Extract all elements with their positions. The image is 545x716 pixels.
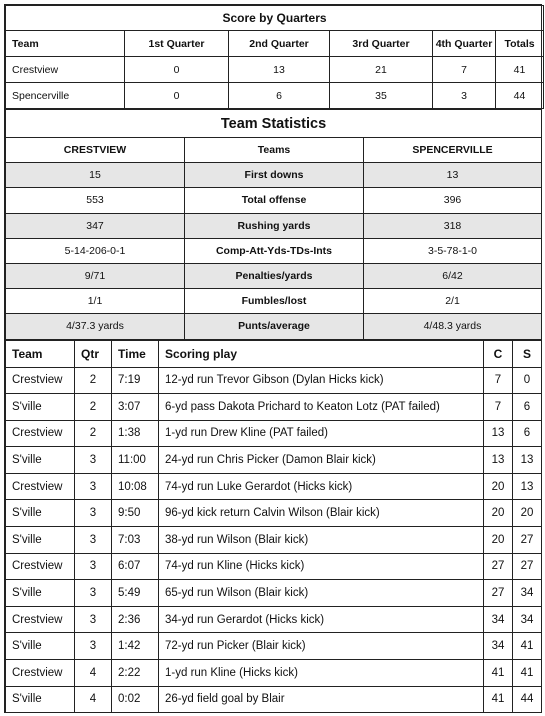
table-row <box>6 367 542 394</box>
col-header-spencerville: SPENCERVILLE <box>364 138 542 163</box>
scoring-qtr: 3 <box>75 473 112 500</box>
spencerville-running-score: 27 <box>513 553 542 580</box>
scoring-play: 74-yd run Luke Gerardot (Hicks kick) <box>159 473 484 500</box>
spencerville-value: 318 <box>364 213 542 238</box>
scoring-time: 0:02 <box>112 686 159 713</box>
scoring-team: Crestview <box>6 473 75 500</box>
crestview-running-score: 13 <box>484 447 513 474</box>
scoring-play: 96-yd kick return Calvin Wilson (Blair kick) <box>159 500 484 527</box>
crestview-value: 15 <box>6 163 185 188</box>
col-header-team: Team <box>6 31 125 57</box>
team-statistics-table <box>5 109 542 340</box>
scoring-team: S'ville <box>6 394 75 421</box>
spencerville-running-score: 34 <box>513 580 542 607</box>
team-statistics-title: Team Statistics <box>6 110 542 138</box>
scoring-play: 1-yd run Drew Kline (PAT failed) <box>159 420 484 447</box>
scoring-time: 1:42 <box>112 633 159 660</box>
spencerville-running-score: 27 <box>513 527 542 554</box>
col-header-scoring-play: Scoring play <box>159 340 484 367</box>
crestview-running-score: 20 <box>484 527 513 554</box>
q2-score: 6 <box>229 83 330 109</box>
scoring-time: 1:38 <box>112 420 159 447</box>
col-header-qtr: Qtr <box>75 340 112 367</box>
spencerville-value: 3-5-78-1-0 <box>364 238 542 263</box>
crestview-running-score: 13 <box>484 420 513 447</box>
table-row <box>6 580 542 607</box>
scoring-time: 3:07 <box>112 394 159 421</box>
table-row <box>6 686 542 713</box>
col-header-crestview: CRESTVIEW <box>6 138 185 163</box>
scoring-team: Crestview <box>6 420 75 447</box>
col-header-crestview-score: C <box>484 340 513 367</box>
scoring-team: Crestview <box>6 553 75 580</box>
scoring-qtr: 3 <box>75 527 112 554</box>
crestview-running-score: 41 <box>484 686 513 713</box>
scoring-time: 7:19 <box>112 367 159 394</box>
scoring-play: 26-yd field goal by Blair <box>159 686 484 713</box>
scoring-qtr: 4 <box>75 686 112 713</box>
spencerville-running-score: 6 <box>513 394 542 421</box>
crestview-running-score: 7 <box>484 394 513 421</box>
scoring-qtr: 3 <box>75 447 112 474</box>
spencerville-running-score: 44 <box>513 686 542 713</box>
spencerville-value: 6/42 <box>364 263 542 288</box>
table-row <box>6 314 542 339</box>
scoring-qtr: 3 <box>75 606 112 633</box>
scoring-play: 38-yd run Wilson (Blair kick) <box>159 527 484 554</box>
crestview-value: 4/37.3 yards <box>6 314 185 339</box>
spencerville-value: 396 <box>364 188 542 213</box>
col-header-totals: Totals <box>496 31 544 57</box>
spencerville-running-score: 34 <box>513 606 542 633</box>
scoring-team: S'ville <box>6 500 75 527</box>
col-header-q2: 2nd Quarter <box>229 31 330 57</box>
q2-score: 13 <box>229 57 330 83</box>
stat-label: Fumbles/lost <box>185 289 364 314</box>
q3-score: 35 <box>330 83 433 109</box>
scoring-time: 7:03 <box>112 527 159 554</box>
spencerville-running-score: 0 <box>513 367 542 394</box>
scoring-play: 24-yd run Chris Picker (Damon Blair kick) <box>159 447 484 474</box>
spencerville-running-score: 13 <box>513 473 542 500</box>
table-row <box>6 163 542 188</box>
scoring-qtr: 2 <box>75 367 112 394</box>
col-header-q4: 4th Quarter <box>433 31 496 57</box>
spencerville-running-score: 41 <box>513 660 542 687</box>
spencerville-running-score: 41 <box>513 633 542 660</box>
scoring-time: 5:49 <box>112 580 159 607</box>
total-score: 44 <box>496 83 544 109</box>
table-row <box>6 289 542 314</box>
scoring-time: 11:00 <box>112 447 159 474</box>
scoring-qtr: 3 <box>75 580 112 607</box>
table-row <box>6 263 542 288</box>
scoring-team: S'ville <box>6 447 75 474</box>
table-row <box>6 447 542 474</box>
spencerville-running-score: 6 <box>513 420 542 447</box>
stat-label: Punts/average <box>185 314 364 339</box>
col-header-q1: 1st Quarter <box>125 31 229 57</box>
crestview-running-score: 7 <box>484 367 513 394</box>
table-row <box>6 660 542 687</box>
scoring-summary-table <box>5 340 542 714</box>
q3-score: 21 <box>330 57 433 83</box>
scoring-team: Crestview <box>6 606 75 633</box>
scoring-play: 12-yd run Trevor Gibson (Dylan Hicks kick) <box>159 367 484 394</box>
scoring-play: 34-yd run Gerardot (Hicks kick) <box>159 606 484 633</box>
crestview-running-score: 41 <box>484 660 513 687</box>
total-score: 41 <box>496 57 544 83</box>
box-score <box>4 4 542 713</box>
scoring-time: 6:07 <box>112 553 159 580</box>
scoring-play: 1-yd run Kline (Hicks kick) <box>159 660 484 687</box>
scoring-team: S'ville <box>6 527 75 554</box>
q1-score: 0 <box>125 83 229 109</box>
scoring-qtr: 2 <box>75 420 112 447</box>
table-row <box>6 394 542 421</box>
scoring-qtr: 3 <box>75 500 112 527</box>
scoring-time: 10:08 <box>112 473 159 500</box>
table-row <box>6 238 542 263</box>
scoring-team: Crestview <box>6 660 75 687</box>
stat-label: First downs <box>185 163 364 188</box>
col-header-spencerville-score: S <box>513 340 542 367</box>
table-row <box>6 57 544 83</box>
scoring-play: 6-yd pass Dakota Prichard to Keaton Lotz (PAT failed) <box>159 394 484 421</box>
scoring-play: 65-yd run Wilson (Blair kick) <box>159 580 484 607</box>
table-row <box>6 606 542 633</box>
scoring-qtr: 2 <box>75 394 112 421</box>
table-row <box>6 500 542 527</box>
score-by-quarters-table <box>5 5 544 109</box>
table-row <box>6 213 542 238</box>
scoring-team: S'ville <box>6 633 75 660</box>
q1-score: 0 <box>125 57 229 83</box>
scoring-qtr: 4 <box>75 660 112 687</box>
scoring-time: 9:50 <box>112 500 159 527</box>
col-header-team: Team <box>6 340 75 367</box>
crestview-value: 9/71 <box>6 263 185 288</box>
stat-label: Comp-Att-Yds-TDs-Ints <box>185 238 364 263</box>
scoring-time: 2:36 <box>112 606 159 633</box>
spencerville-value: 2/1 <box>364 289 542 314</box>
table-row <box>6 527 542 554</box>
crestview-running-score: 20 <box>484 500 513 527</box>
table-row <box>6 83 544 109</box>
spencerville-value: 13 <box>364 163 542 188</box>
crestview-running-score: 27 <box>484 580 513 607</box>
stat-label: Penalties/yards <box>185 263 364 288</box>
scoring-team: Crestview <box>6 367 75 394</box>
crestview-value: 553 <box>6 188 185 213</box>
spencerville-value: 4/48.3 yards <box>364 314 542 339</box>
team-name: Crestview <box>6 57 125 83</box>
table-row <box>6 553 542 580</box>
spencerville-running-score: 20 <box>513 500 542 527</box>
team-name: Spencerville <box>6 83 125 109</box>
scoring-play: 74-yd run Kline (Hicks kick) <box>159 553 484 580</box>
stat-label: Total offense <box>185 188 364 213</box>
table-row <box>6 420 542 447</box>
table-row <box>6 633 542 660</box>
crestview-value: 347 <box>6 213 185 238</box>
crestview-running-score: 20 <box>484 473 513 500</box>
crestview-value: 1/1 <box>6 289 185 314</box>
col-header-time: Time <box>112 340 159 367</box>
scoring-qtr: 3 <box>75 633 112 660</box>
table-row <box>6 473 542 500</box>
crestview-running-score: 34 <box>484 633 513 660</box>
col-header-q3: 3rd Quarter <box>330 31 433 57</box>
score-by-quarters-title: Score by Quarters <box>6 6 544 31</box>
scoring-team: S'ville <box>6 686 75 713</box>
scoring-qtr: 3 <box>75 553 112 580</box>
crestview-value: 5-14-206-0-1 <box>6 238 185 263</box>
crestview-running-score: 34 <box>484 606 513 633</box>
crestview-running-score: 27 <box>484 553 513 580</box>
scoring-team: S'ville <box>6 580 75 607</box>
scoring-time: 2:22 <box>112 660 159 687</box>
q4-score: 7 <box>433 57 496 83</box>
stat-label: Rushing yards <box>185 213 364 238</box>
col-header-teams: Teams <box>185 138 364 163</box>
scoring-play: 72-yd run Picker (Blair kick) <box>159 633 484 660</box>
table-row <box>6 188 542 213</box>
spencerville-running-score: 13 <box>513 447 542 474</box>
q4-score: 3 <box>433 83 496 109</box>
